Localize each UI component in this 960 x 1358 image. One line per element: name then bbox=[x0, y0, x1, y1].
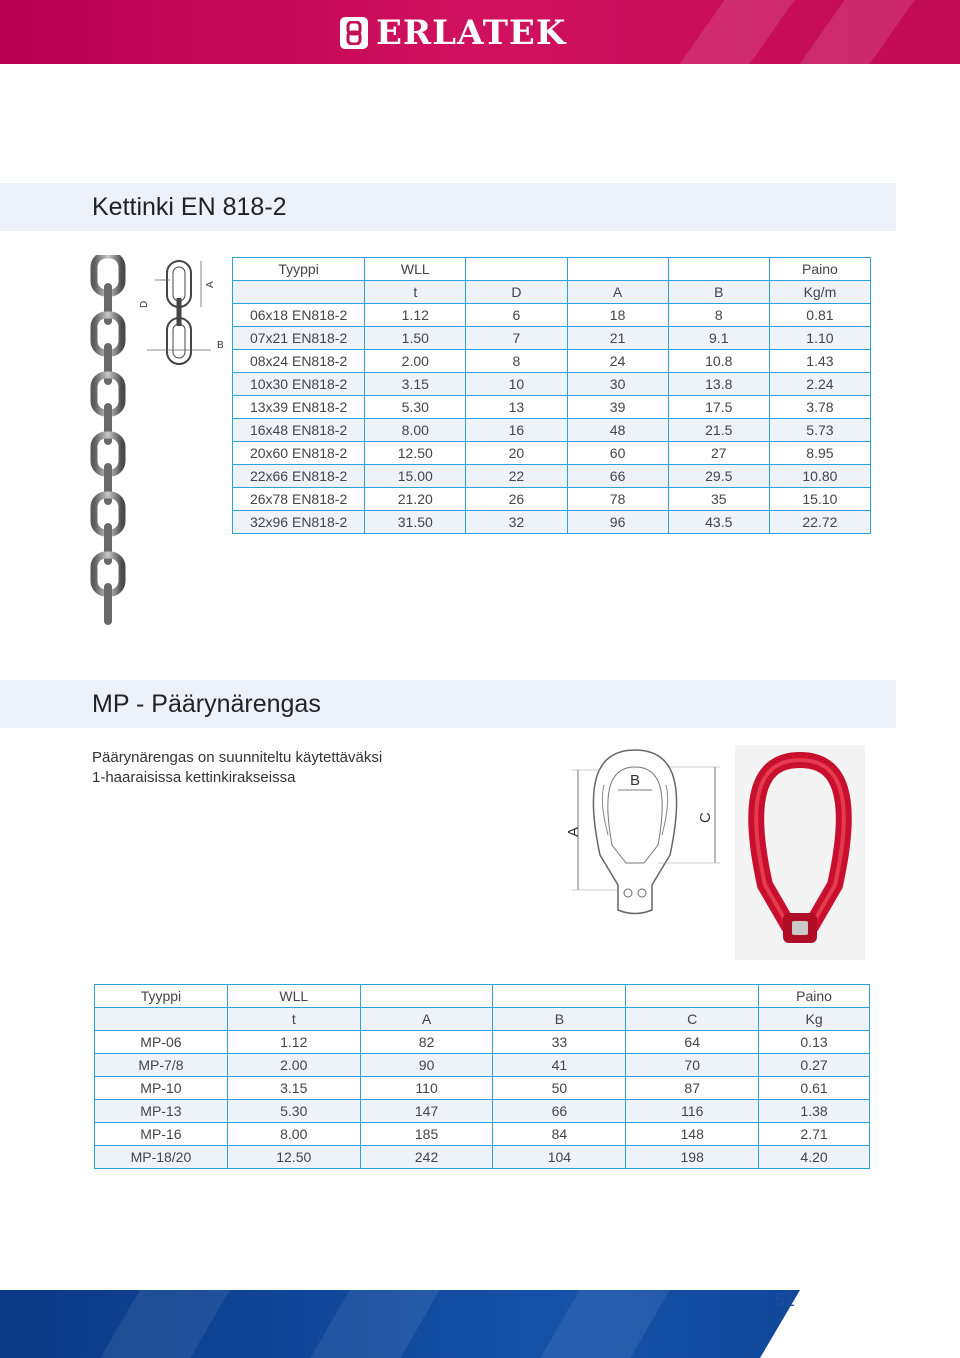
table-cell: 8.95 bbox=[769, 442, 870, 465]
table-cell: 8 bbox=[668, 304, 769, 327]
table-cell: 32 bbox=[466, 511, 567, 534]
table-header-cell bbox=[466, 258, 567, 281]
table-cell: 22 bbox=[466, 465, 567, 488]
table-cell: 110 bbox=[360, 1077, 493, 1100]
table-cell: 15.10 bbox=[769, 488, 870, 511]
table-cell: 185 bbox=[360, 1123, 493, 1146]
page-number: 51 bbox=[774, 1290, 796, 1310]
table-cell: 64 bbox=[626, 1031, 759, 1054]
table-cell: 16x48 EN818-2 bbox=[233, 419, 365, 442]
chain-spec-table bbox=[232, 257, 871, 534]
table-cell: 3.15 bbox=[365, 373, 466, 396]
section-title-text: MP - Päärynärengas bbox=[92, 689, 321, 718]
table-header-cell bbox=[567, 258, 668, 281]
table-cell: MP-7/8 bbox=[95, 1054, 228, 1077]
table-cell: 20x60 EN818-2 bbox=[233, 442, 365, 465]
table-cell: 8.00 bbox=[365, 419, 466, 442]
table-cell: 20 bbox=[466, 442, 567, 465]
table-cell: 0.81 bbox=[769, 304, 870, 327]
table-cell: 0.27 bbox=[759, 1054, 870, 1077]
table-cell: 22x66 EN818-2 bbox=[233, 465, 365, 488]
table-cell: 31.50 bbox=[365, 511, 466, 534]
table-cell: 3.78 bbox=[769, 396, 870, 419]
table-cell: 5.73 bbox=[769, 419, 870, 442]
table-unit-row bbox=[233, 281, 871, 304]
table-row bbox=[95, 1123, 870, 1146]
table-cell: 9.1 bbox=[668, 327, 769, 350]
table-cell: MP-10 bbox=[95, 1077, 228, 1100]
table-cell: 12.50 bbox=[227, 1146, 360, 1169]
table-cell: 16 bbox=[466, 419, 567, 442]
table-cell: 08x24 EN818-2 bbox=[233, 350, 365, 373]
table-cell: 06x18 EN818-2 bbox=[233, 304, 365, 327]
table-cell: 13 bbox=[466, 396, 567, 419]
table-cell: 21.5 bbox=[668, 419, 769, 442]
pear-ring-photo bbox=[735, 745, 865, 960]
table-cell: 4.20 bbox=[759, 1146, 870, 1169]
table-cell: 66 bbox=[567, 465, 668, 488]
table-header-cell: D bbox=[466, 281, 567, 304]
diagram-label-d: D bbox=[139, 300, 150, 308]
description-line: Päärynärengas on suunniteltu käytettäväksi bbox=[92, 749, 383, 766]
table-cell: 26 bbox=[466, 488, 567, 511]
table-cell: 50 bbox=[493, 1077, 626, 1100]
table-row bbox=[233, 304, 871, 327]
table-row bbox=[233, 488, 871, 511]
table-cell: 6 bbox=[466, 304, 567, 327]
header-stripe bbox=[788, 0, 921, 64]
table-cell: 27 bbox=[668, 442, 769, 465]
table-cell: 07x21 EN818-2 bbox=[233, 327, 365, 350]
table-cell: 1.12 bbox=[365, 304, 466, 327]
table-cell: MP-16 bbox=[95, 1123, 228, 1146]
table-cell: 5.30 bbox=[227, 1100, 360, 1123]
table-row bbox=[95, 1031, 870, 1054]
table-cell: 0.61 bbox=[759, 1077, 870, 1100]
table-row bbox=[233, 373, 871, 396]
table-header-cell bbox=[233, 281, 365, 304]
table-cell: 43.5 bbox=[668, 511, 769, 534]
footer-stripe bbox=[310, 1290, 439, 1358]
table-header-cell: t bbox=[227, 1008, 360, 1031]
table-header-cell: t bbox=[365, 281, 466, 304]
header-stripe bbox=[668, 0, 801, 64]
table-unit-row bbox=[95, 1008, 870, 1031]
brand-name: ERLATEK bbox=[376, 13, 567, 53]
table-header-cell: B bbox=[668, 281, 769, 304]
table-cell: 1.50 bbox=[365, 327, 466, 350]
table-cell: 39 bbox=[567, 396, 668, 419]
table-cell: 7 bbox=[466, 327, 567, 350]
table-cell: 17.5 bbox=[668, 396, 769, 419]
table-cell: 22.72 bbox=[769, 511, 870, 534]
table-row bbox=[233, 419, 871, 442]
table-header-cell: Kg/m bbox=[769, 281, 870, 304]
section-title-pear-ring bbox=[0, 680, 896, 728]
table-cell: 1.12 bbox=[227, 1031, 360, 1054]
table-cell: 66 bbox=[493, 1100, 626, 1123]
description-line: 1-haaraisissa kettinkirakseissa bbox=[92, 769, 296, 786]
chain-link-icon bbox=[340, 17, 368, 49]
table-row bbox=[95, 1146, 870, 1169]
table-row bbox=[233, 511, 871, 534]
diagram-label-b: B bbox=[217, 340, 224, 351]
table-header-cell bbox=[493, 985, 626, 1008]
diagram-label-a: A bbox=[565, 826, 582, 837]
brand-logo bbox=[340, 15, 566, 51]
table-cell: 0.13 bbox=[759, 1031, 870, 1054]
table-cell: 10 bbox=[466, 373, 567, 396]
table-cell: 1.43 bbox=[769, 350, 870, 373]
table-row bbox=[95, 1100, 870, 1123]
table-header-cell: Tyyppi bbox=[233, 258, 365, 281]
chain-link bbox=[104, 463, 112, 505]
table-cell: 87 bbox=[626, 1077, 759, 1100]
table-cell: MP-06 bbox=[95, 1031, 228, 1054]
chain-link bbox=[104, 283, 112, 325]
table-cell: 12.50 bbox=[365, 442, 466, 465]
table-row bbox=[233, 442, 871, 465]
table-header-cell: Kg bbox=[759, 1008, 870, 1031]
table-cell: MP-18/20 bbox=[95, 1146, 228, 1169]
table-cell: 104 bbox=[493, 1146, 626, 1169]
diagram-label-a: A bbox=[205, 281, 216, 288]
table-cell: 2.00 bbox=[365, 350, 466, 373]
table-header-cell: B bbox=[493, 1008, 626, 1031]
table-header-cell bbox=[668, 258, 769, 281]
footer-stripe bbox=[100, 1290, 229, 1358]
table-header-cell: A bbox=[360, 1008, 493, 1031]
table-row bbox=[95, 1077, 870, 1100]
chain-link bbox=[104, 523, 112, 565]
section-title-text: Kettinki EN 818-2 bbox=[92, 192, 287, 221]
table-header-cell: Paino bbox=[759, 985, 870, 1008]
table-cell: 21 bbox=[567, 327, 668, 350]
table-row bbox=[233, 465, 871, 488]
table-cell: 13x39 EN818-2 bbox=[233, 396, 365, 419]
table-cell: 24 bbox=[567, 350, 668, 373]
table-row bbox=[233, 350, 871, 373]
table-cell: 10.8 bbox=[668, 350, 769, 373]
section-title-chain bbox=[0, 183, 896, 231]
diagram-label-c: C bbox=[697, 812, 714, 823]
table-cell: 10x30 EN818-2 bbox=[233, 373, 365, 396]
table-header-cell: Paino bbox=[769, 258, 870, 281]
table-cell: 3.15 bbox=[227, 1077, 360, 1100]
table-cell: 18 bbox=[567, 304, 668, 327]
table-cell: 48 bbox=[567, 419, 668, 442]
table-cell: 96 bbox=[567, 511, 668, 534]
table-cell: 148 bbox=[626, 1123, 759, 1146]
table-cell: 70 bbox=[626, 1054, 759, 1077]
table-cell: 78 bbox=[567, 488, 668, 511]
table-header-cell bbox=[360, 985, 493, 1008]
table-cell: MP-13 bbox=[95, 1100, 228, 1123]
table-cell: 26x78 EN818-2 bbox=[233, 488, 365, 511]
table-cell: 10.80 bbox=[769, 465, 870, 488]
table-header-cell: WLL bbox=[365, 258, 466, 281]
pear-ring-dimension-diagram bbox=[560, 745, 730, 920]
diagram-label-b: B bbox=[629, 772, 641, 789]
table-cell: 13.8 bbox=[668, 373, 769, 396]
table-cell: 32x96 EN818-2 bbox=[233, 511, 365, 534]
pear-ring-spec-table bbox=[94, 984, 870, 1169]
chain-dimension-diagram bbox=[135, 258, 227, 378]
table-header-cell bbox=[95, 1008, 228, 1031]
product-description bbox=[92, 748, 382, 788]
table-header-cell: WLL bbox=[227, 985, 360, 1008]
table-header-cell: Tyyppi bbox=[95, 985, 228, 1008]
table-cell: 5.30 bbox=[365, 396, 466, 419]
table-header-row bbox=[95, 985, 870, 1008]
chain-link bbox=[104, 583, 112, 625]
table-cell: 1.10 bbox=[769, 327, 870, 350]
table-header-cell: A bbox=[567, 281, 668, 304]
table-cell: 8.00 bbox=[227, 1123, 360, 1146]
table-header-row bbox=[233, 258, 871, 281]
table-row bbox=[233, 327, 871, 350]
table-cell: 21.20 bbox=[365, 488, 466, 511]
table-cell: 147 bbox=[360, 1100, 493, 1123]
table-cell: 2.24 bbox=[769, 373, 870, 396]
table-cell: 15.00 bbox=[365, 465, 466, 488]
chain-photo bbox=[88, 255, 128, 627]
table-cell: 242 bbox=[360, 1146, 493, 1169]
table-cell: 8 bbox=[466, 350, 567, 373]
table-cell: 84 bbox=[493, 1123, 626, 1146]
table-row bbox=[233, 396, 871, 419]
table-cell: 198 bbox=[626, 1146, 759, 1169]
table-row bbox=[95, 1054, 870, 1077]
table-cell: 41 bbox=[493, 1054, 626, 1077]
table-cell: 1.38 bbox=[759, 1100, 870, 1123]
chain-link bbox=[104, 403, 112, 445]
table-header-cell bbox=[626, 985, 759, 1008]
table-cell: 2.71 bbox=[759, 1123, 870, 1146]
table-cell: 29.5 bbox=[668, 465, 769, 488]
table-cell: 82 bbox=[360, 1031, 493, 1054]
table-cell: 35 bbox=[668, 488, 769, 511]
page-footer bbox=[0, 1290, 960, 1358]
table-cell: 30 bbox=[567, 373, 668, 396]
table-cell: 60 bbox=[567, 442, 668, 465]
page-header bbox=[0, 0, 960, 64]
chain-link bbox=[104, 343, 112, 385]
footer-stripe bbox=[540, 1290, 669, 1358]
table-cell: 33 bbox=[493, 1031, 626, 1054]
table-cell: 90 bbox=[360, 1054, 493, 1077]
table-cell: 2.00 bbox=[227, 1054, 360, 1077]
table-header-cell: C bbox=[626, 1008, 759, 1031]
table-cell: 116 bbox=[626, 1100, 759, 1123]
